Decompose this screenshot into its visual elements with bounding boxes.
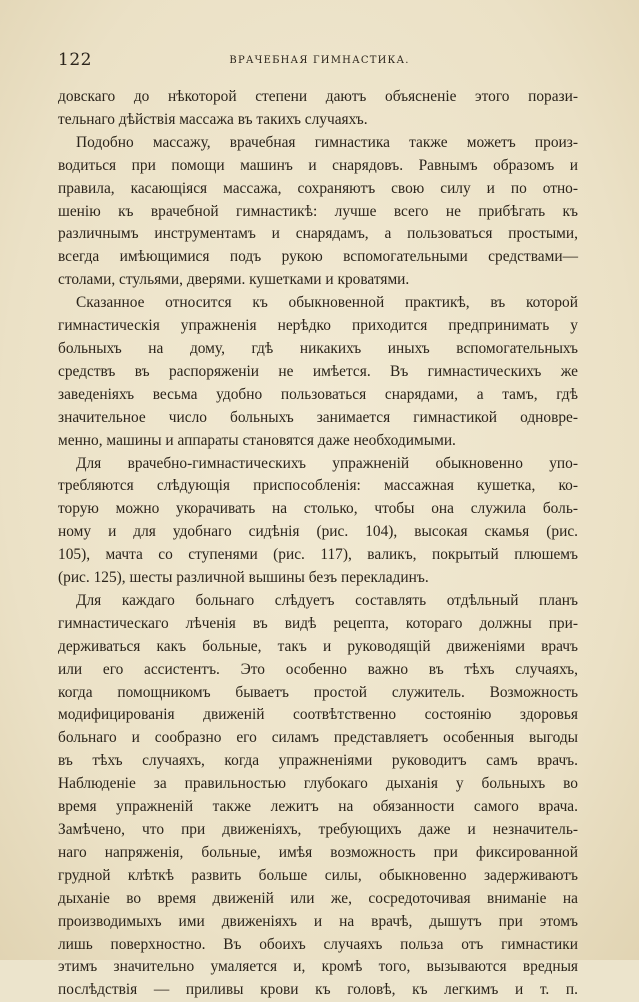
- text-line: модифицированія движеній соотвѣтственно состоянію здоровья: [58, 706, 578, 724]
- text-line: производимыхъ ими движеніяхъ и на врачѣ, дышутъ при этомъ: [58, 912, 578, 930]
- body-text: [58, 86, 578, 1002]
- running-head: ВРАЧЕБНАЯ ГИМНАСТИКА.: [229, 55, 410, 66]
- text-line: различнымъ инструментамъ и снарядамъ, а пользоваться простыми,: [58, 225, 578, 243]
- text-line: тельнаго дѣйствія массажа въ такихъ случаяхъ.: [58, 110, 368, 128]
- text-line: довскаго до нѣкоторой степени даютъ объясненіе этого порази-: [58, 88, 578, 105]
- text-line: больнаго и сообразно его силамъ представляетъ особенныя выгоды: [58, 729, 578, 747]
- text-line: Наблюденіе за правильностью глубокаго дыханія у больныхъ во: [58, 775, 578, 793]
- text-line: этимъ значительно умаляется и, кромѣ того, вызываются вредныя: [58, 958, 578, 976]
- text-line: средствъ въ распоряженіи не имѣется. Въ гимнастическихъ же: [58, 362, 578, 380]
- text-line: торую можно укорачивать на столько, чтобы она служила боль-: [58, 500, 578, 518]
- text-line: водиться при помощи машинъ и снарядовъ. Равнымъ образомъ и: [58, 156, 578, 174]
- text-line: всегда имѣющимися подъ рукою вспомогательными средствами—: [58, 248, 578, 266]
- text-line: гимнастическаго лѣченія въ видѣ рецепта, котораго должны при-: [58, 614, 578, 632]
- text-line: значительное число больныхъ занимается гимнастикой одновре-: [58, 408, 578, 426]
- paragraph-first-line: Для каждаго больнаго слѣдуетъ составлять отдѣльный планъ: [76, 591, 578, 609]
- paragraph-first-line: Сказанное относится къ обыкновенной практикѣ, въ которой: [76, 294, 578, 312]
- text-line: наго напряженія, больные, имѣя возможность при фиксированной: [58, 843, 578, 861]
- text-line: лишь поверхностно. Въ обоихъ случаяхъ польза отъ гимнастики: [58, 935, 578, 953]
- text-line: или его ассистентъ. Это особенно важно въ тѣхъ случаяхъ,: [58, 660, 578, 678]
- text-line: правила, касающіяся массажа, сохраняютъ свою силу и по отно-: [58, 179, 578, 197]
- paragraph-first-line: Подобно массажу, врачебная гимнастика также можетъ произ-: [76, 133, 578, 151]
- text-line: требляются слѣдующія приспособленія: массажная кушетка, ко-: [58, 477, 578, 495]
- text-line: (рис. 125), шесты различной вышины безъ перекладинъ.: [58, 569, 429, 587]
- text-line: шенію къ врачебной гимнастикѣ: лучше всего не прибѣгать къ: [58, 202, 578, 220]
- text-line: Замѣчено, что при движеніяхъ, требующихъ даже и незначитель-: [58, 821, 578, 838]
- text-line: время упражненій также лежитъ на обязанности самого врача.: [58, 798, 578, 816]
- text-line: 105), мачта со ступенями (рис. 117), валикъ, покрытый плюшемъ: [58, 546, 578, 564]
- text-line: когда помощникомъ бываетъ простой служитель. Возможность: [58, 683, 578, 701]
- text-line: ному и для удобнаго сидѣнія (рис. 104), высокая скамья (рис.: [58, 523, 578, 541]
- text-line: дыханіе во время движеній или же, сосредоточивая вниманіе на: [58, 889, 578, 907]
- text-line: менно, машины и аппараты становятся даже необходимыми.: [58, 431, 456, 449]
- page-number: 122: [58, 50, 92, 70]
- text-line: въ тѣхъ случаяхъ, когда упражненіями руководитъ самъ врачъ.: [58, 752, 578, 770]
- text-line: держиваться какъ больные, такъ и руководящій движеніями врачъ: [58, 637, 578, 655]
- text-line: заведеніяхъ весьма удобно пользоваться снарядами, а тамъ, гдѣ: [58, 385, 578, 403]
- text-line: послѣдствія — приливы крови къ головѣ, къ легкимъ и т. п.: [58, 981, 578, 999]
- text-line: больныхъ на дому, гдѣ никакихъ иныхъ вспомогательныхъ: [58, 339, 578, 357]
- text-line: столами, стульями, дверями. кушетками и кроватями.: [58, 271, 410, 289]
- paragraph-first-line: Для врачебно-гимнастическихъ упражненій обыкновенно упо-: [76, 454, 578, 472]
- page-header: [58, 50, 581, 74]
- text-line: гимнастическія упражненія нерѣдко приходится предпринимать у: [58, 317, 578, 335]
- text-line: грудной клѣткѣ развить больше силы, обыкновенно задерживаютъ: [58, 866, 578, 884]
